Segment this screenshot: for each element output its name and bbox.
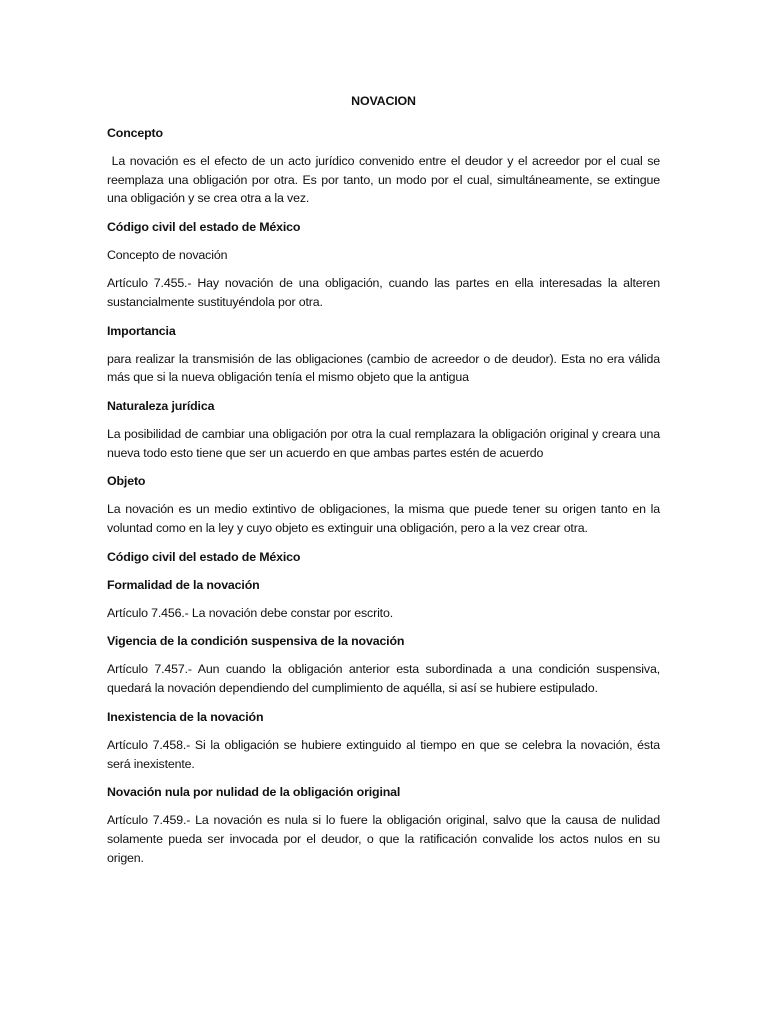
heading-formalidad: Formalidad de la novación [107,577,260,592]
heading-importancia: Importancia [107,323,176,338]
document-title: NOVACION [351,94,416,108]
heading-naturaleza: Naturaleza jurídica [107,398,215,413]
paragraph-objeto: La novación es un medio extintivo de obligaciones, la misma que puede tener su origen tanto en la voluntad como en la ley y cuyo objeto es extinguir una obligación, pero a la vez crear otra. [107,502,660,536]
heading-inexistencia: Inexistencia de la novación [107,709,264,724]
heading-codigo-civil-2: Código civil del estado de México [107,549,301,564]
subheading-concepto-novacion: Concepto de novación [107,248,228,263]
paragraph-articulo-7459: Artículo 7.459.- La novación es nula si lo fuere la obligación original, salvo que la causa de nulidad solamente pueda ser invocada por el deudor, o que la ratificación convalide los actos nulos en su origen. [107,813,660,865]
heading-novacion-nula: Novación nula por nulidad de la obligación original [107,785,401,800]
paragraph-articulo-7455: Artículo 7.455.- Hay novación de una obligación, cuando las partes en ella interesadas la alteren sustancialmente sustituyéndola por otra. [107,276,660,309]
paragraph-articulo-7458: Artículo 7.458.- Si la obligación se hubiere extinguido al tiempo en que se celebra la novación, ésta será inexistente. [107,737,660,771]
paragraph-articulo-7456: Artículo 7.456.- La novación debe constar por escrito. [107,605,394,620]
paragraph-articulo-7457: Artículo 7.457.- Aun cuando la obligación anterior esta subordinada a una condición suspensiva, quedará la novación dependiendo del cumplimiento de aquélla, si así se hubiere estipulado. [107,662,660,696]
heading-vigencia: Vigencia de la condición suspensiva de la novación [107,634,405,649]
document-page [107,92,664,877]
paragraph-naturaleza: La posibilidad de cambiar una obligación por otra la cual remplazara la obligación original y creara una nueva todo esto tiene que ser un acuerdo en que ambas partes estén de acuerdo [107,426,660,460]
paragraph-concepto: La novación es el efecto de un acto jurídico convenido entre el deudor y el acreedor por el cual se reemplaza una obligación por otra. Es por tanto, un modo por el cual, simultáneamente, se extingue una obligación y se crea otra a la vez. [107,154,664,206]
paragraph-importancia: para realizar la transmisión de las obligaciones (cambio de acreedor o de deudor). Esta no era válida más que si la nueva obligación tenía el mismo objeto que la antigua [107,351,660,385]
heading-codigo-civil-1: Código civil del estado de México [107,220,301,235]
heading-objeto: Objeto [107,474,146,489]
heading-concepto: Concepto [107,126,163,140]
